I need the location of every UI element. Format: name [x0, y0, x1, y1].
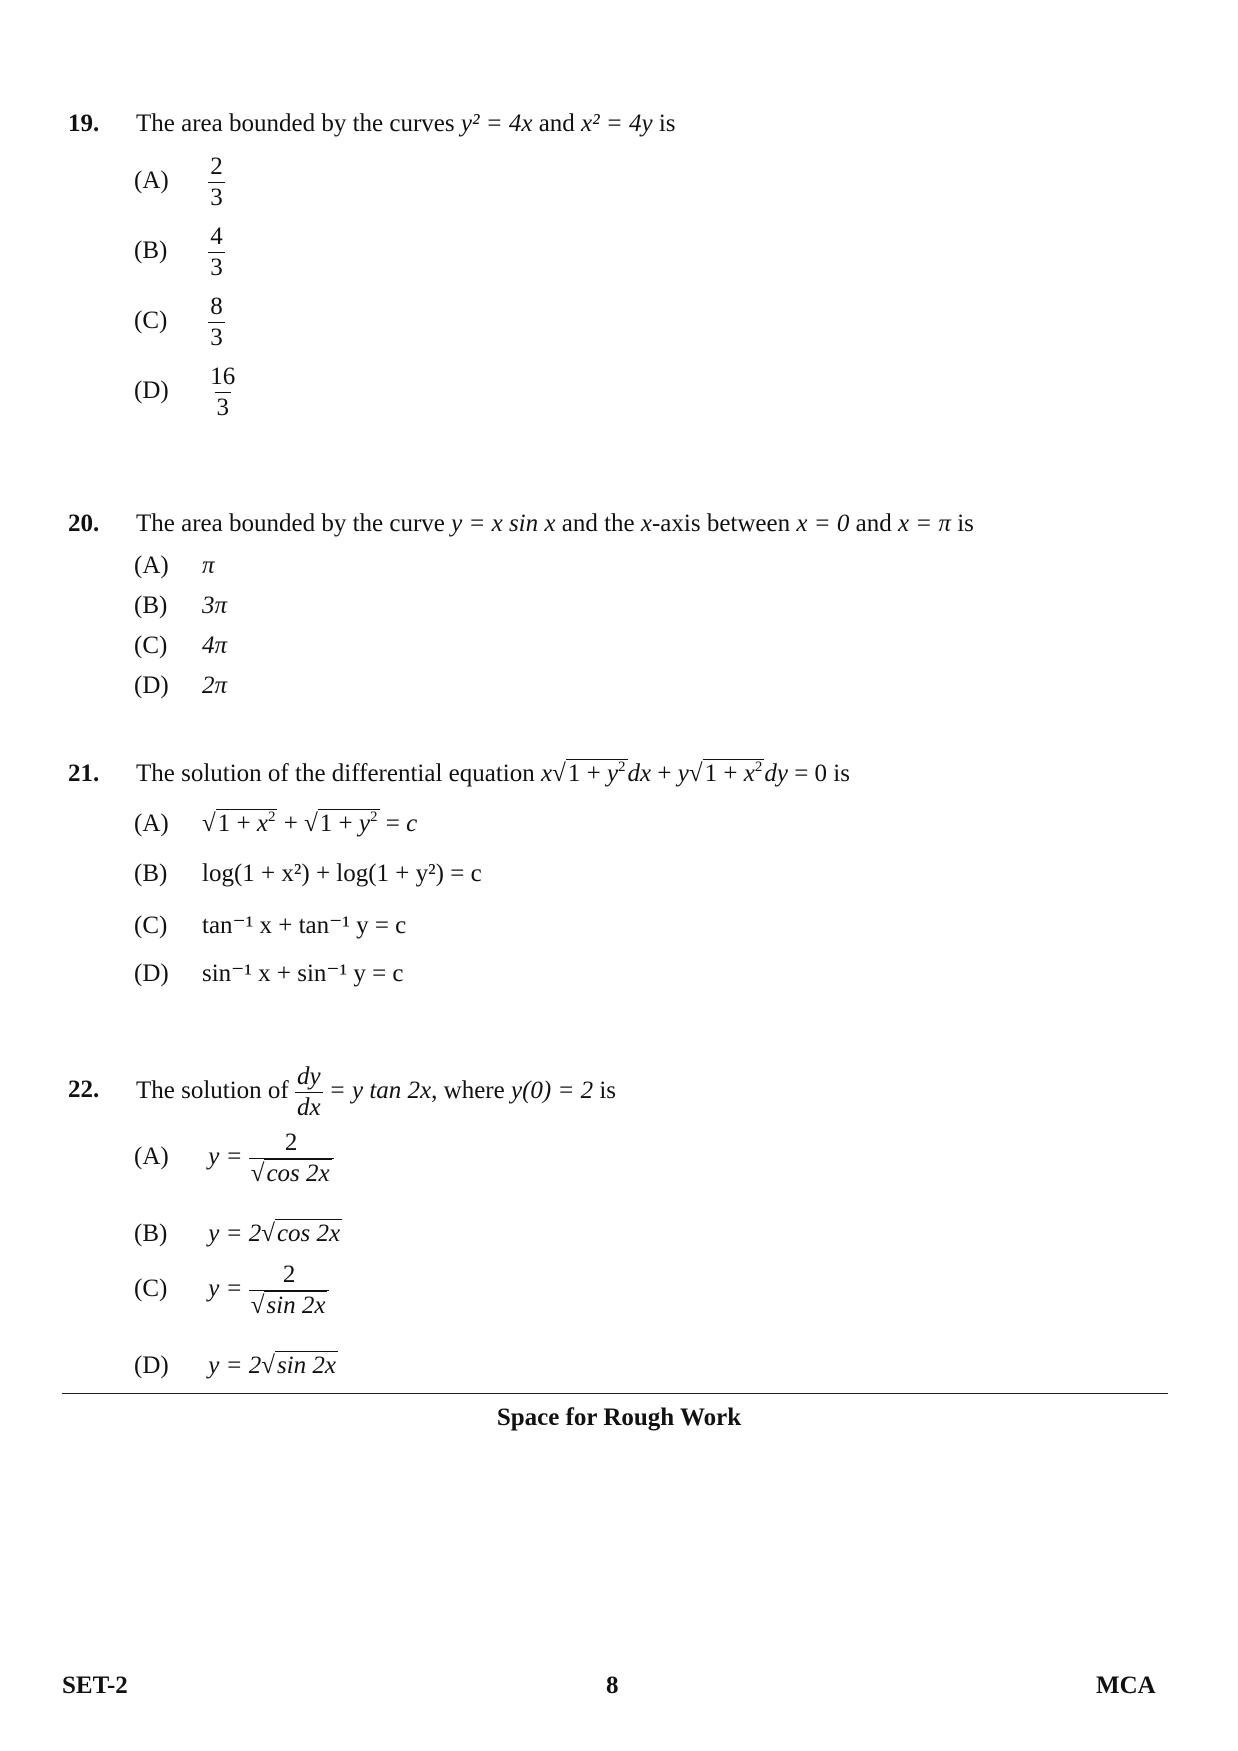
option-d: (D) $\frac{16}{3}$	[134, 363, 236, 421]
option-a: (A) $√1 + x^2 + √1 + y^2 = c$	[134, 809, 418, 837]
fraction: $\frac{2}{√\cos 2x}$	[249, 1128, 334, 1189]
question-number: 19.	[68, 110, 100, 137]
option-d: (D) 2π	[134, 672, 228, 699]
option-d: (D) sin⁻¹ x + sin⁻¹ y = c	[134, 960, 404, 987]
option-d: (D) y = 2√sin 2x	[134, 1352, 336, 1379]
derivative-fraction: $\frac{dy}{dx}$	[297, 1063, 321, 1121]
option-b: (B) 3π	[134, 592, 228, 619]
curve-expression-1: y² = 4x	[460, 110, 533, 137]
curve-expression-2: x² = 4y	[581, 110, 653, 137]
option-a: (A) y = $\frac{2}{√\cos 2x}$	[134, 1128, 334, 1189]
option-a: (A) $\frac{2}{3}$	[134, 153, 223, 211]
divider	[62, 1393, 1168, 1394]
question-number: 20.	[68, 510, 100, 537]
footer-course: MCA	[1096, 1672, 1156, 1699]
option-c: (C) y = $\frac{2}{√\sin 2x}$	[134, 1260, 329, 1321]
question-stem: The solution of the differential equation $x√1 + y^2dx + y√1 + x^2dy = 0$ is	[136, 759, 850, 787]
fraction: $\frac{16}{3}$	[210, 363, 236, 421]
question-stem: The area bounded by the curves y² = 4x and x² = 4y is	[136, 110, 676, 137]
question-number: 21.	[68, 760, 100, 787]
question-number: 22.	[68, 1076, 100, 1103]
fraction: $\frac{4}{3}$	[210, 223, 223, 281]
option-b: (B) log(1 + x²) + log(1 + y²) = c	[134, 860, 482, 887]
option-b: (B) $\frac{4}{3}$	[134, 223, 223, 281]
rough-work-heading: Space for Rough Work	[496, 1404, 742, 1431]
question-stem: The area bounded by the curve y = x sin x and the x-axis between x = 0 and x = π is	[136, 510, 974, 537]
option-b: (B) y = 2√cos 2x	[134, 1220, 341, 1247]
option-a: (A) π	[134, 552, 215, 579]
option-c: (C) tan⁻¹ x + tan⁻¹ y = c	[134, 912, 407, 939]
footer-page-number: 8	[606, 1672, 619, 1699]
option-c: (C) 4π	[134, 632, 228, 659]
option-c: (C) $\frac{8}{3}$	[134, 293, 223, 351]
question-stem: The solution of $\frac{dy}{dx}$ = y tan 2x, where y(0) = 2 is	[136, 1063, 617, 1121]
fraction: $\frac{8}{3}$	[210, 293, 223, 351]
differential-equation: $x√1 + y^2dx + y√1 + x^2dy = 0$	[540, 759, 828, 787]
curve-expression: y = x sin x	[451, 510, 556, 537]
fraction: $\frac{2}{3}$	[210, 153, 223, 211]
fraction: $\frac{2}{√\sin 2x}$	[249, 1260, 330, 1321]
footer-set: SET-2	[62, 1672, 128, 1699]
